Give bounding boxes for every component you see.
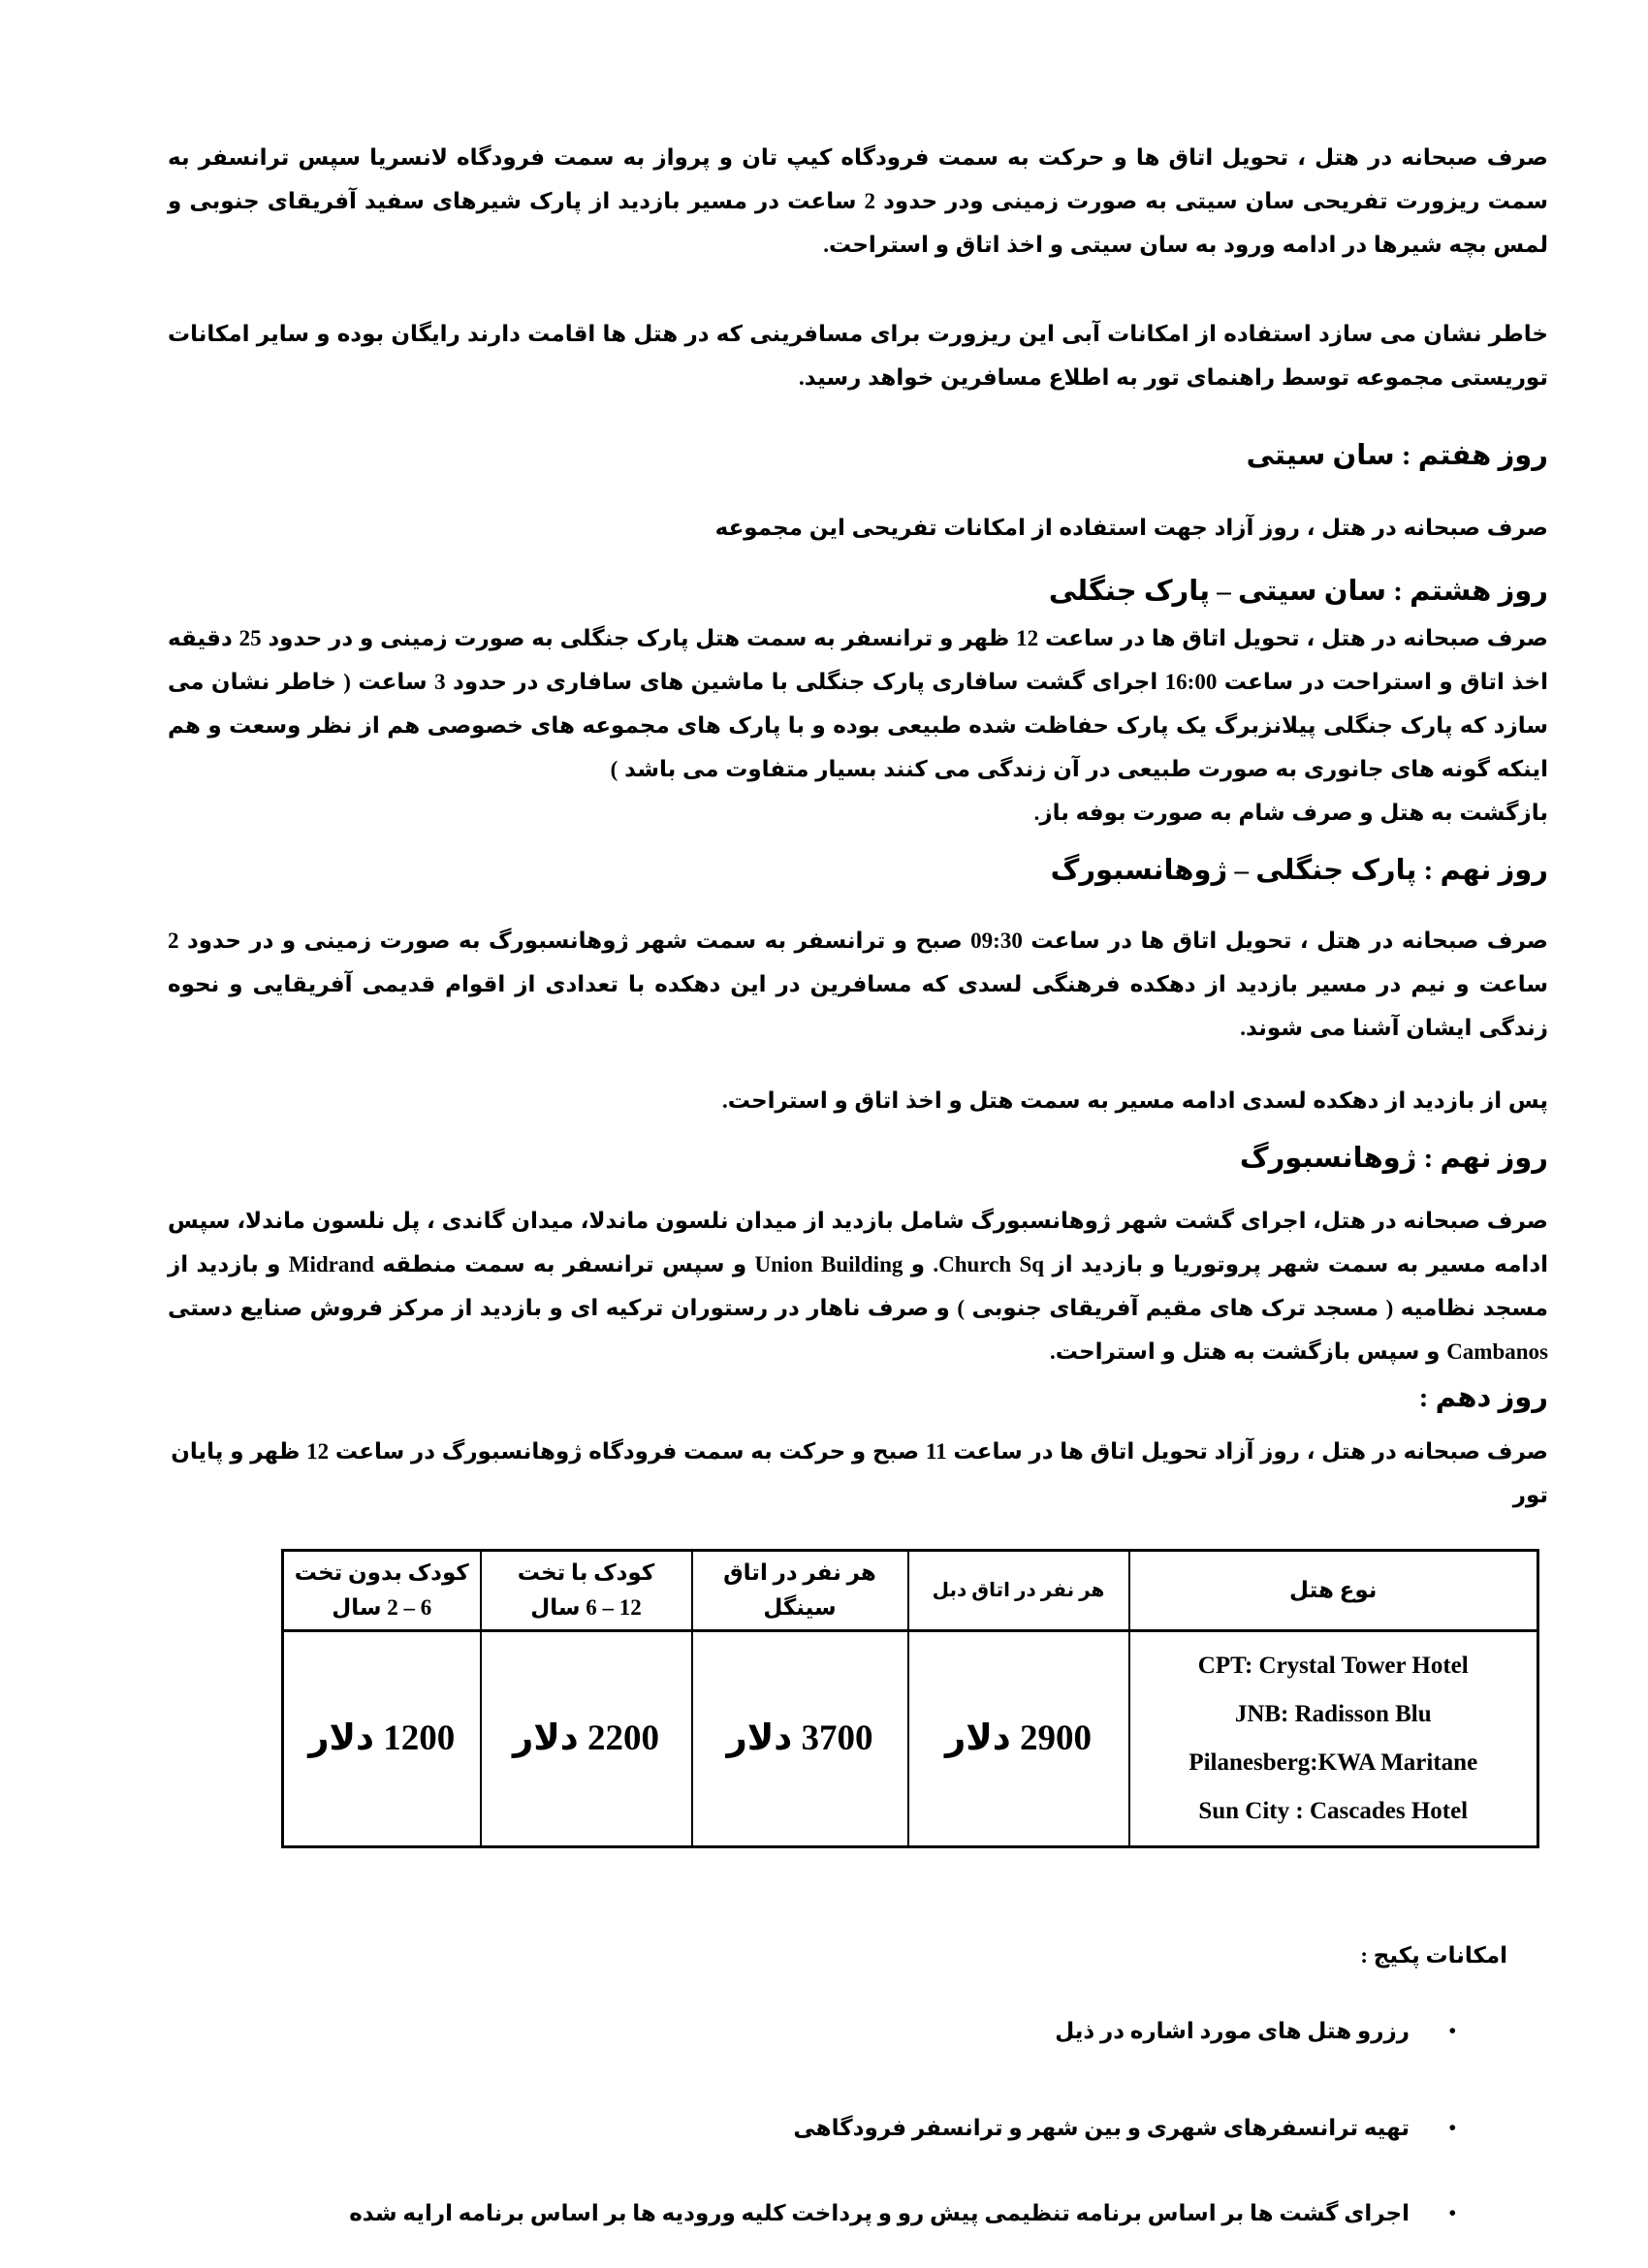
paragraph-day9-after-village: پس از بازدید از دهکده لسدی ادامه مسیر به سمت هتل و اخذ اتاق و استراحت. — [721, 1088, 1548, 1113]
header-child-with-bed — [481, 1551, 692, 1631]
bullet-dot-icon: • — [1448, 2201, 1456, 2224]
package-bullet-hotels-text: رزرو هتل های مورد اشاره در ذیل — [1055, 2019, 1410, 2043]
paragraph-resort-note: خاطر نشان می سازد استفاده از امکانات آبی این ریزورت برای مسافرینی که در هتل ها اقامت دارند رایگان بوده و سایر امکانات توریستی مجموعه توسط راهنمای تور به اطلاع مسافرین خواهد رسید. — [168, 322, 1548, 390]
paragraph-day9-lesedi: صرف صبحانه در هتل ، تحویل اتاق ها در ساعت 09:30 صبح و ترانسفر به سمت شهر ژوهانسبورگ به صورت زمینی و در حدود 2 ساعت و نیم در مسیر بازدید از دهکده فرهنگی لسدی که مسافرین در این دهکده با تعدادی از اقوام قدیمی آفریقایی و نحوه زندگی ایشان آشنا می شوند. — [168, 929, 1549, 1040]
heading-day10: روز دهم : — [1418, 1382, 1548, 1413]
price-table-header-row — [283, 1551, 1538, 1631]
header-child-with-bed-line1: کودک با تخت — [517, 1560, 655, 1585]
document-page — [0, 136, 1648, 2268]
package-bullet-tours — [168, 2191, 1548, 2235]
cell-price-double: 2900 دلار — [908, 1631, 1129, 1847]
paragraph-day8-safari: صرف صبحانه در هتل ، تحویل اتاق ها در ساعت 12 ظهر و ترانسفر به سمت هتل پارک جنگلی به صورت زمینی و در حدود 25 دقیقه اخذ اتاق و استراحت در ساعت 16:00 اجرای گشت سافاری پارک جنگلی با ماشین های سافاری در حدود 3 ساعت ( خاطر نشان می سازد که پارک جنگلی پیلانزبرگ یک پارک حفاظت شده طبیعی بوده و با پارک های مجموعه های خصوصی هم از نظر وسعت و هم اینکه گونه های جانوری به صورت طبیعی در آن زندگی می کنند بسیار متفاوت می باشد ) — [168, 626, 1549, 781]
package-bullet-transfers — [168, 2106, 1548, 2150]
hotel-line-jnb: JNB: Radisson Blu — [1234, 1701, 1432, 1727]
cell-price-child-no-bed: 1200 دلار — [283, 1631, 481, 1847]
heading-day8: روز هشتم : سان سیتی – پارک جنگلی — [1048, 576, 1548, 607]
cell-price-child-with-bed: 2200 دلار — [481, 1631, 692, 1847]
price-table-data-row — [283, 1631, 1538, 1847]
header-hotel-type-label: نوع هتل — [1289, 1578, 1378, 1602]
heading-day9-johannesburg: روز نهم : ژوهانسبورگ — [1239, 1143, 1548, 1174]
package-bullet-hotels — [168, 2009, 1548, 2053]
bullet-dot-icon: • — [1448, 2019, 1456, 2042]
header-child-no-bed-line2: 6 – 2 سال — [332, 1595, 432, 1620]
header-single-room — [692, 1551, 908, 1631]
paragraph-capetown-transfer: صرف صبحانه در هتل ، تحویل اتاق ها و حرکت به سمت فرودگاه کیپ تان و پرواز به سمت فرودگاه لانسریا سپس ترانسفر به سمت ریزورت تفریحی سان سیتی به صورت زمینی ودر حدود 2 ساعت در مسیر بازدید از پارک شیرهای سفید آفریقای جنوبی و لمس بچه شیرها در ادامه ورود به سان سیتی و اخذ اتاق و استراحت. — [168, 145, 1548, 257]
paragraph-day9-city-tour: صرف صبحانه در هتل، اجرای گشت شهر ژوهانسبورگ شامل بازدید از میدان نلسون ماندلا، میدان گاندی ، پل نلسون ماندلا، سپس ادامه مسیر به سمت شهر پروتوریا و بازدید از Church Sq. و Union Building و سپس ترانسفر به سمت منطقه Midrand و بازدید از مسجد نظامیه ( مسجد ترک های مقیم آفریقای جنوبی ) و صرف ناهار در رستوران ترکیه ای و بازدید از مرکز فروش صنایع دستی Cambanos و سپس بازگشت به هتل و استراحت. — [168, 1209, 1549, 1364]
package-bullet-transfers-text: تهیه ترانسفرهای شهری و بین شهر و ترانسفر فرودگاهی — [793, 2116, 1410, 2140]
paragraph-day10-departure: صرف صبحانه در هتل ، روز آزاد تحویل اتاق ها در ساعت 11 صبح و حرکت به سمت فرودگاه ژوهانسبورگ در ساعت 12 ظهر و پایان تور — [171, 1439, 1548, 1507]
header-single-room-line1: هر نفر در اتاق — [723, 1560, 876, 1585]
heading-day7: روز هفتم : سان سیتی — [1246, 440, 1548, 471]
header-child-with-bed-line2: 12 – 6 سال — [530, 1595, 642, 1620]
price-table — [281, 1549, 1539, 1848]
header-child-no-bed-line1: کودک بدون تخت — [294, 1560, 469, 1585]
cell-hotel-list — [1129, 1631, 1538, 1847]
header-hotel-type — [1129, 1551, 1538, 1631]
hotel-line-suncity: Sun City : Cascades Hotel — [1198, 1798, 1469, 1824]
cell-price-single: 3700 دلار — [692, 1631, 908, 1847]
paragraph-day7: صرف صبحانه در هتل ، روز آزاد جهت استفاده از امکانات تفریحی این مجموعه — [714, 516, 1548, 540]
header-double-room-label: هر نفر در اتاق دبل — [932, 1580, 1105, 1601]
header-child-no-bed — [283, 1551, 481, 1631]
paragraph-day8-return: بازگشت به هتل و صرف شام به صورت بوفه باز. — [1033, 801, 1548, 825]
header-double-room — [908, 1551, 1129, 1631]
package-facilities-title: امکانات پکیج : — [1360, 1943, 1507, 1968]
package-bullet-tours-text: اجرای گشت ها بر اساس برنامه تنظیمی پیش رو و پرداخت کلیه ورودیه ها بر اساس برنامه ارایه شده — [349, 2201, 1410, 2225]
bullet-dot-icon: • — [1448, 2116, 1456, 2139]
hotel-line-cpt: CPT: Crystal Tower Hotel — [1197, 1653, 1469, 1679]
header-single-room-line2: سینگل — [763, 1595, 837, 1620]
hotel-line-pilanesberg: Pilanesberg:KWA Maritane — [1188, 1749, 1478, 1776]
heading-day9-parkjungle: روز نهم : پارک جنگلی – ژوهانسبورگ — [1050, 855, 1548, 886]
